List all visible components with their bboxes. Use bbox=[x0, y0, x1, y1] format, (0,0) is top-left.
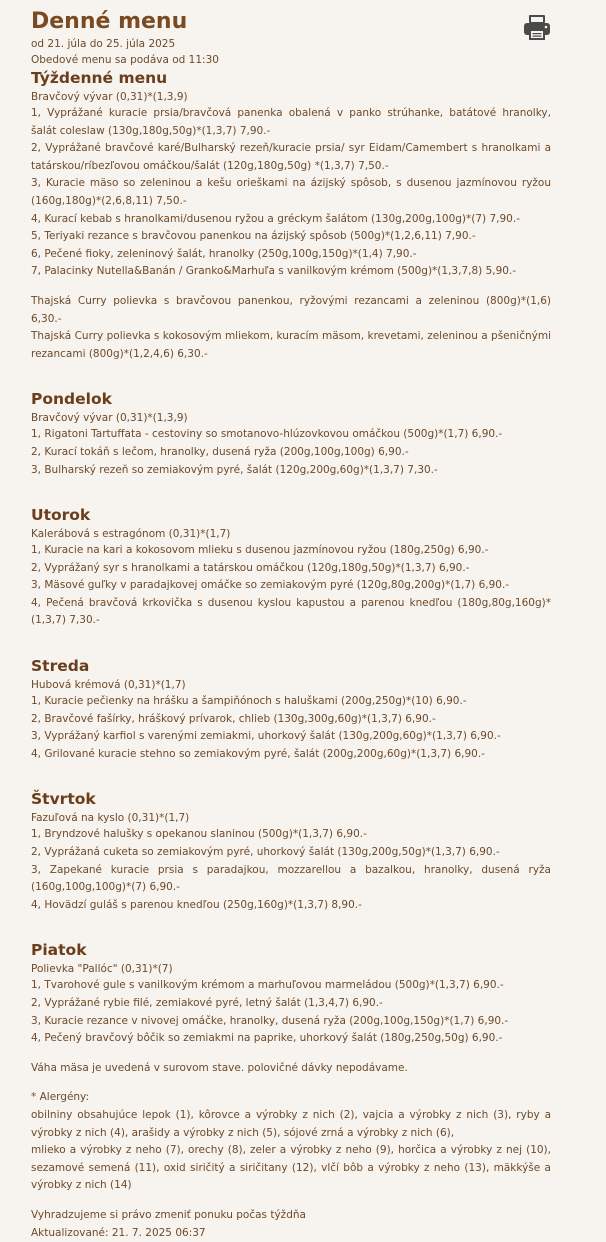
page-title: Denné menu bbox=[31, 9, 188, 34]
day-stvrtok bbox=[31, 789, 551, 914]
day-title: Streda bbox=[31, 657, 90, 676]
day-title: Pondelok bbox=[31, 390, 112, 409]
menu-item: 6, Pečené fioky, zeleninový šalát, hranolky (250g,100g,150g)*(1,4) 7,90.- bbox=[31, 247, 417, 260]
soup-line: Bravčový vývar (0,31)*(1,3,9) bbox=[31, 412, 188, 425]
menu-item: 4, Pečený bravčový bôčik so zemiakmi na paprike, uhorkový šalát (180g,250g,50g) 6,90.- bbox=[31, 1032, 503, 1045]
date-range: od 21. júla do 25. júla 2025 bbox=[31, 38, 176, 50]
menu-page bbox=[31, 8, 551, 1242]
extra-item: Thajská Curry polievka s bravčovou panenkou, ryžovými rezancami a zeleninou (800g)*(1,6) 6,30.- bbox=[31, 294, 551, 325]
menu-item: 3, Zapekané kuracie prsia s paradajkou, mozzarellou a bazalkou, hranolky, dusená ryža (160g,100g,100g)*(7) 6,90.- bbox=[31, 863, 551, 894]
menu-item: 7, Palacinky Nutella&Banán / Granko&Marhuľa s vanilkovým krémom (500g)*(1,3,7,8) 5,90.- bbox=[31, 265, 517, 278]
weekly-extras bbox=[31, 293, 551, 363]
menu-item: 2, Vyprážané rybie filé, zemiakové pyré, letný šalát (1,3,4,7) 6,90.- bbox=[31, 997, 383, 1009]
serving-note: Obedové menu sa podáva od 11:30 bbox=[31, 54, 219, 66]
day-streda bbox=[31, 656, 551, 763]
menu-item: 3, Kuracie rezance v nivovej omáčke, hranolky, dusená ryža (200g,100g,150g)*(1,7) 6,90.- bbox=[31, 1014, 509, 1027]
weekly-items bbox=[31, 105, 551, 281]
menu-item: 1, Kuracie na kari a kokosovom mlieku s dusenou jazmínovou ryžou (180g,250g) 6,90.- bbox=[31, 544, 489, 557]
weight-note: Váha mäsa je uvedená v surovom stave. polovičné dávky nepodávame. bbox=[31, 1061, 408, 1074]
menu-item: 1, Rigatoni Tartuffata - cestoviny so smotanovo-hlúzovkovou omáčkou (500g)*(1,7) 6,90.- bbox=[31, 428, 503, 441]
menu-item: 1, Vyprážané kuracie prsia/bravčová panenka obalená v panko strúhanke, batátové hranolky, šalát coleslaw (130g,180g,50g)*(1,3,7) 7,90.- bbox=[31, 107, 551, 137]
menu-item: 4, Hovädzí guláš s parenou knedľou (250g,160g)*(1,3,7) 8,90.- bbox=[31, 898, 362, 911]
updated-timestamp: Aktualizované: 21. 7. 2025 06:37 bbox=[31, 1226, 206, 1239]
menu-item: 2, Vyprážaná cuketa so zemiakovým pyré, uhorkový šalát (130g,200g,50g)*(1,3,7) 6,90.- bbox=[31, 846, 500, 859]
menu-item: 4, Kurací kebab s hranolkami/dusenou ryžou a gréckym šalátom (130g,200g,100g)*(7) 7,90.- bbox=[31, 212, 520, 225]
menu-item: 2, Bravčové fašírky, hráškový prívarok, chlieb (130g,300g,60g)*(1,3,7) 6,90.- bbox=[31, 712, 436, 725]
day-utorok bbox=[31, 505, 551, 630]
section-title: Týždenné menu bbox=[31, 69, 168, 87]
menu-item: 3, Bulharský rezeň so zemiakovým pyré, šalát (120g,200g,60g)*(1,3,7) 7,30.- bbox=[31, 463, 438, 476]
extra-item: Thajská Curry polievka s kokosovým mliekom, kuracím mäsom, krevetami, zeleninou a pšeničnými rezancami (800g)*(1,2,4,6) 6,30.- bbox=[31, 330, 551, 360]
day-title: Utorok bbox=[31, 506, 91, 525]
allergens-text: obilniny obsahujúce lepok (1), kôrovce a výrobky z nich (2), vajcia a výrobky z nich (3), ryby a výrobky z nich (4), arašidy a výrobky z nich (5), sójové zrná a výrobky z nich (6), bbox=[31, 1108, 551, 1139]
allergens-title: * Alergény: bbox=[31, 1091, 90, 1104]
soup-line: Polievka "Pallóc" (0,31)*(7) bbox=[31, 963, 173, 976]
menu-item: 4, Grilované kuracie stehno so zemiakovým pyré, šalát (200g,200g,60g)*(1,3,7) 6,90.- bbox=[31, 747, 485, 760]
allergens-text: mlieko a výrobky z neho (7), orechy (8), zeler a výrobky z neho (9), horčica a výrobky z nej (10), sezamové semená (11), oxid siričitý a siričitany (12), vlčí bôb a výrobky z neho (13), mäkkýše a výrobky z nich (14) bbox=[31, 1144, 551, 1192]
soup-line: Hubová krémová (0,31)*(1,7) bbox=[31, 679, 186, 692]
day-pondelok bbox=[31, 389, 551, 479]
menu-item: 3, Vyprážaný karfiol s varenými zemiakmi, uhorkový šalát (130g,200g,60g)*(1,3,7) 6,90.- bbox=[31, 730, 501, 743]
menu-item: 4, Pečená bravčová krkovička s dusenou kyslou kapustou a parenou knedľou (180g,80g,160g)*(1,3,7) 7,30.- bbox=[31, 596, 551, 627]
menu-item: 1, Bryndzové halušky s opekanou slaninou (500g)*(1,3,7) 6,90.- bbox=[31, 828, 367, 841]
menu-item: 2, Vyprážané bravčové karé/Bulharský rezeň/kuracie prsia/ syr Eidam/Camembert s hranolkami a tatárskou/ríbezľovou omáčkou/šalát (120g,180g,50g) *(1,3,7) 7,50.- bbox=[31, 142, 551, 172]
soup-line: Kalerábová s estragónom (0,31)*(1,7) bbox=[31, 528, 231, 541]
menu-item: 1, Tvarohové gule s vanilkovým krémom a marhuľovou marmeládou (500g)*(1,3,7) 6,90.- bbox=[31, 979, 504, 992]
menu-item: 2, Vyprážaný syr s hranolkami a tatárskou omáčkou (120g,180g,50g)*(1,3,7) 6,90.- bbox=[31, 561, 470, 574]
menu-item: 3, Mäsové guľky v paradajkovej omáčke so zemiakovým pyré (120g,80g,200g)*(1,7) 6,90.- bbox=[31, 579, 510, 592]
soup-line: Fazuľová na kyslo (0,31)*(1,7) bbox=[31, 812, 190, 825]
day-piatok bbox=[31, 940, 551, 1047]
weekly-section bbox=[31, 68, 551, 363]
footer bbox=[31, 1060, 551, 1242]
day-title: Štvrtok bbox=[31, 790, 96, 809]
soup-line: Bravčový vývar (0,31)*(1,3,9) bbox=[31, 91, 188, 103]
menu-item: 2, Kurací tokáň s lečom, hranolky, dusená ryža (200g,100g,100g) 6,90.- bbox=[31, 445, 409, 458]
day-title: Piatok bbox=[31, 941, 87, 960]
menu-item: 5, Teriyaki rezance s bravčovou panenkou na ázijský spôsob (500g)*(1,2,6,11) 7,90.- bbox=[31, 230, 476, 243]
menu-item: 1, Kuracie pečienky na hrášku a šampiňónoch s haluškami (200g,250g)*(10) 6,90.- bbox=[31, 695, 467, 708]
menu-item: 3, Kuracie mäso so zeleninou a kešu orieškami na ázijský spôsob, s dusenou jazmínovou ryžou (160g,180g)*(2,6,8,11) 7,50.- bbox=[31, 177, 551, 207]
reserve-note: Vyhradzujeme si právo zmeniť ponuku počas týždňa bbox=[31, 1208, 306, 1221]
